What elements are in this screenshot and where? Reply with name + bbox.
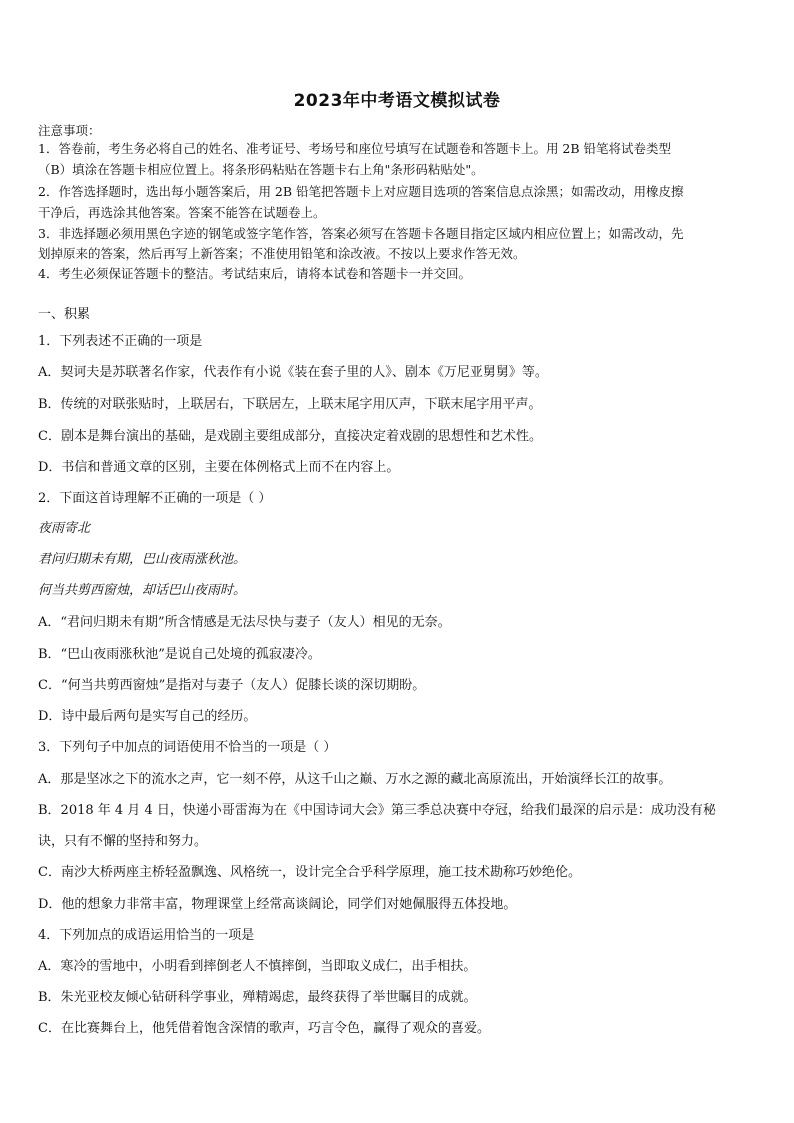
notice-line: 划掉原来的答案，然后再写上新答案；不准使用铅笔和涂改液。不按以上要求作答无效。 <box>38 246 526 261</box>
question-3-option-a: A．那是坚冰之下的流水之声，它一刻不停，从这千山之巅、万水之源的藏北高原流出，开始演绎长江的故事。 <box>38 772 672 787</box>
notice-line: 4．考生必须保证答题卡的整洁。考试结束后，请将本试卷和答题卡一并交回。 <box>38 266 471 281</box>
question-3-stem: 3．下列句子中加点的词语使用不恰当的一项是（ ） <box>38 740 337 755</box>
notice-line: 2．作答选择题时，选出每小题答案后，用 2B 铅笔把答题卡上对应题目选项的答案信息点涂黑；如需改动，用橡皮擦 <box>38 184 684 199</box>
question-1-option-b: B．传统的对联张贴时，上联居右，下联居左，上联末尾字用仄声，下联末尾字用平声。 <box>38 397 542 412</box>
notice-line: 1．答卷前，考生务必将自己的姓名、准考证号、考场号和座位号填写在试题卷和答题卡上。用 2B 铅笔将试卷类型 <box>38 141 672 156</box>
question-2-option-d: D．诗中最后两句是实写自己的经历。 <box>38 709 257 724</box>
notice-heading: 注意事项： <box>38 123 101 138</box>
poem-title: 夜雨寄北 <box>38 521 91 536</box>
question-4-option-c: C．在比赛舞台上，他凭借着饱含深情的歌声，巧言令色，赢得了观众的喜爱。 <box>38 1021 490 1036</box>
poem-line: 何当共剪西窗烛，却话巴山夜雨时。 <box>38 583 247 598</box>
section-heading: 一、积累 <box>38 307 91 322</box>
question-3-option-b: B．2018 年 4 月 4 日，快递小哥雷海为在《中国诗词大会》第三季总决赛中夺冠，给我们最深的启示是：成功没有秘 <box>38 803 716 818</box>
question-1-option-d: D．书信和普通文章的区别，主要在体例格式上而不在内容上。 <box>38 460 400 475</box>
question-1-option-a: A．契诃夫是苏联著名作家，代表作有小说《装在套子里的人》、剧本《万尼亚舅舅》等。 <box>38 365 548 380</box>
question-2-option-b: B．“巴山夜雨涨秋池”是说自己处境的孤寂凄冷。 <box>38 647 321 662</box>
question-3-option-c: C．南沙大桥两座主桥轻盈飘逸、风格统一，设计完全合乎科学原理，施工技术勘称巧妙绝伦。 <box>38 865 581 880</box>
question-1-option-c: C．剧本是舞台演出的基础，是戏剧主要组成部分，直接决定着戏剧的思想性和艺术性。 <box>38 429 542 444</box>
notice-line: 3．非选择题必须用黑色字迹的钢笔或签字笔作答，答案必须写在答题卡各题目指定区域内相应位置上；如需改动，先 <box>38 226 684 241</box>
notice-line: （B）填涂在答题卡相应位置上。将条形码粘贴在答题卡右上角"条形码粘贴处"。 <box>38 162 484 177</box>
question-3-option-d: D．他的想象力非常丰富，物理课堂上经常高谈阔论，同学们对她佩服得五体投地。 <box>38 897 517 912</box>
question-3-option-b-cont: 诀，只有不懈的坚持和努力。 <box>38 834 208 849</box>
question-2-option-c: C．“何当共剪西窗烛”是指对与妻子（友人）促膝长谈的深切期盼。 <box>38 678 426 693</box>
question-4-stem: 4．下列加点的成语运用恰当的一项是 <box>38 928 255 943</box>
question-4-option-b: B．朱光亚校友倾心钻研科学事业，殚精竭虑，最终获得了举世瞩目的成就。 <box>38 990 477 1005</box>
question-1-stem: 1．下列表述不正确的一项是 <box>38 334 203 349</box>
notice-line: 干净后，再选涂其他答案。答案不能答在试题卷上。 <box>38 205 326 220</box>
question-4-option-a: A．寒冷的雪地中，小明看到摔倒老人不慎摔倒，当即取义成仁，出手相扶。 <box>38 959 477 974</box>
question-2-stem: 2．下面这首诗理解不正确的一项是（ ） <box>38 491 272 506</box>
question-2-option-a: A．“君问归期未有期”所含情感是无法尽快与妻子（友人）相见的无奈。 <box>38 615 451 630</box>
page-title: 2023年中考语文模拟试卷 <box>293 91 501 111</box>
poem-line: 君问归期未有期，巴山夜雨涨秋池。 <box>38 552 247 567</box>
